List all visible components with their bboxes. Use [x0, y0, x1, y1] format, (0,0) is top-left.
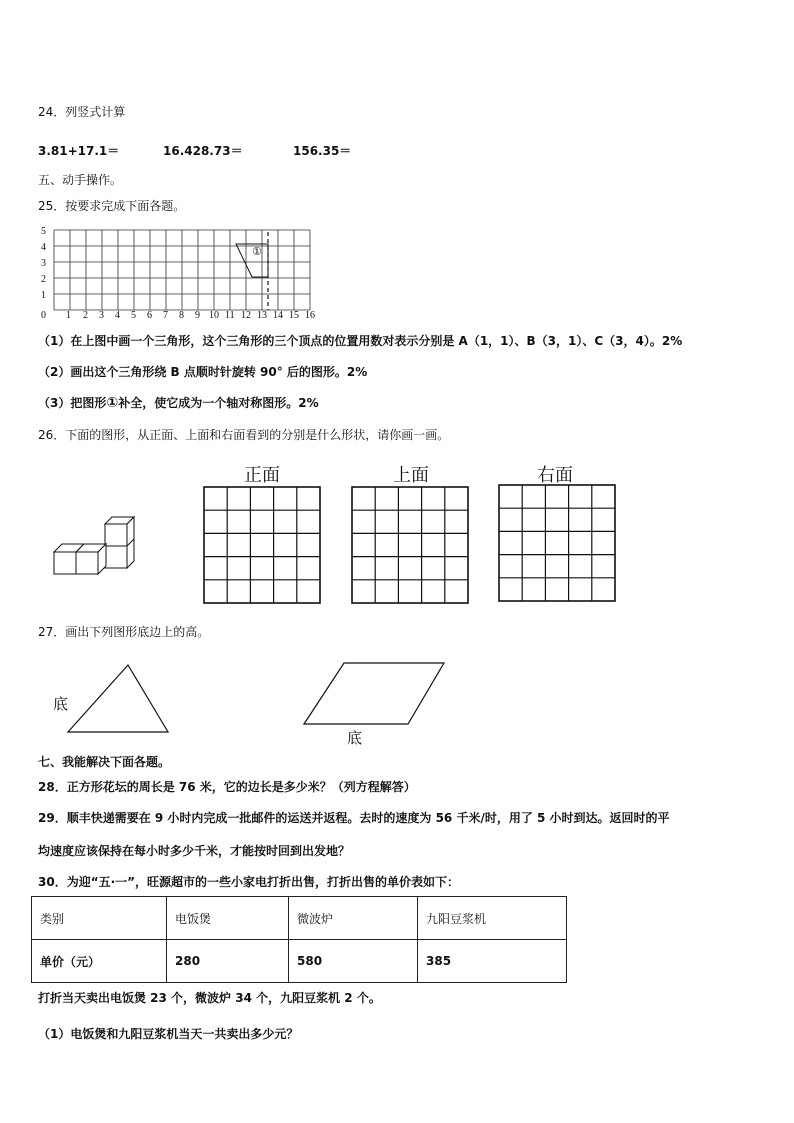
- x-tick-4: 4: [115, 310, 120, 321]
- q25-sub1: （1）在上图中画一个三角形，这个三角形的三个顶点的位置用数对表示分别是 A（1，1）、B（3，1）、C（3，4）。2%: [38, 334, 683, 348]
- figure-1-mark: ①: [106, 395, 119, 411]
- x-tick-3: 3: [99, 310, 104, 321]
- table-header-row: [32, 897, 567, 940]
- x-tick-10: 10: [209, 310, 219, 321]
- cube-stack-figure: [50, 512, 140, 582]
- q25-title: 25．按要求完成下面各题。: [38, 199, 186, 213]
- table-cell: 385: [418, 940, 567, 983]
- price-table: [31, 896, 567, 983]
- view-front-grid: [203, 486, 321, 604]
- x-tick-2: 2: [83, 310, 88, 321]
- x-tick-8: 8: [179, 310, 184, 321]
- parallelogram-base-label: 底: [347, 729, 363, 747]
- table-cell: 微波炉: [289, 897, 418, 940]
- table-cell: 单价（元）: [32, 940, 167, 983]
- calc-item-3: 156.35＝: [293, 144, 352, 158]
- section-7-heading: 七、我能解决下面各题。: [38, 755, 171, 769]
- q30-sales: 打折当天卖出电饭煲 23 个，微波炉 34 个，九阳豆浆机 2 个。: [38, 991, 381, 1005]
- x-tick-15: 15: [289, 310, 299, 321]
- table-cell: 580: [289, 940, 418, 983]
- q27-title: 27．画出下列图形底边上的高。: [38, 625, 210, 639]
- y-tick-5: 5: [41, 226, 46, 237]
- x-tick-11: 11: [225, 310, 235, 321]
- x-tick-12: 12: [241, 310, 251, 321]
- x-tick-13: 13: [257, 310, 267, 321]
- table-cell: 电饭煲: [167, 897, 289, 940]
- view-right-title: 右面: [537, 465, 573, 486]
- coordinate-grid: [34, 222, 324, 322]
- y-tick-3: 3: [41, 258, 46, 269]
- y-tick-4: 4: [41, 242, 46, 253]
- x-tick-7: 7: [163, 310, 168, 321]
- grid-frame: [352, 487, 468, 603]
- calc-item-2: 16.428.73＝: [163, 144, 243, 158]
- q29-line-2: 均速度应该保持在每小时多少千米，才能按时回到出发地？: [38, 844, 351, 858]
- q25-sub2: （2）画出这个三角形绕 B 点顺时针旋转 90° 后的图形。2%: [38, 365, 368, 379]
- table-row: [32, 940, 567, 983]
- view-top-title: 上面: [393, 465, 429, 486]
- x-tick-5: 5: [131, 310, 136, 321]
- parallelogram-figure: [300, 660, 450, 728]
- section-5-heading: 五、动手操作。: [38, 173, 123, 187]
- calc-item-1: 3.81+17.1＝: [38, 144, 120, 158]
- grid-frame: [499, 485, 615, 601]
- table-cell: 九阳豆浆机: [418, 897, 567, 940]
- x-tick-0: 0: [41, 310, 46, 321]
- q24-title: 24．列竖式计算: [38, 105, 126, 119]
- view-top-grid: [351, 486, 469, 604]
- x-tick-9: 9: [195, 310, 200, 321]
- x-tick-6: 6: [147, 310, 152, 321]
- view-right-grid: [498, 484, 616, 602]
- q28-text: 28．正方形花坛的周长是 76 米，它的边长是多少米？（列方程解答）: [38, 780, 416, 794]
- q30-sub1: （1）电饭煲和九阳豆浆机当天一共卖出多少元？: [38, 1027, 299, 1041]
- triangle-base-label: 底: [53, 695, 69, 713]
- q25-sub3: （3）把图形①补全，使它成为一个轴对称图形。2%: [38, 395, 319, 411]
- table-cell: 280: [167, 940, 289, 983]
- table-cell: 类别: [32, 897, 167, 940]
- q26-title: 26．下面的图形，从正面、上面和右面看到的分别是什么形状，请你画一画。: [38, 428, 450, 442]
- triangle-figure: [60, 662, 180, 737]
- grid-frame: [204, 487, 320, 603]
- figure-1-label: ①: [252, 245, 262, 258]
- x-tick-16: 16: [305, 310, 315, 321]
- q29-line-1: 29．顺丰快递需要在 9 小时内完成一批邮件的运送并返程。去时的速度为 56 千米/时，用了 5 小时到达。返回时的平: [38, 811, 670, 825]
- y-tick-2: 2: [41, 274, 46, 285]
- y-tick-1: 1: [41, 290, 46, 301]
- x-tick-14: 14: [273, 310, 283, 321]
- x-tick-1: 1: [66, 310, 71, 321]
- view-front-title: 正面: [244, 465, 280, 486]
- q30-title: 30．为迎“五·一”，旺源超市的一些小家电打折出售，打折出售的单价表如下：: [38, 875, 460, 889]
